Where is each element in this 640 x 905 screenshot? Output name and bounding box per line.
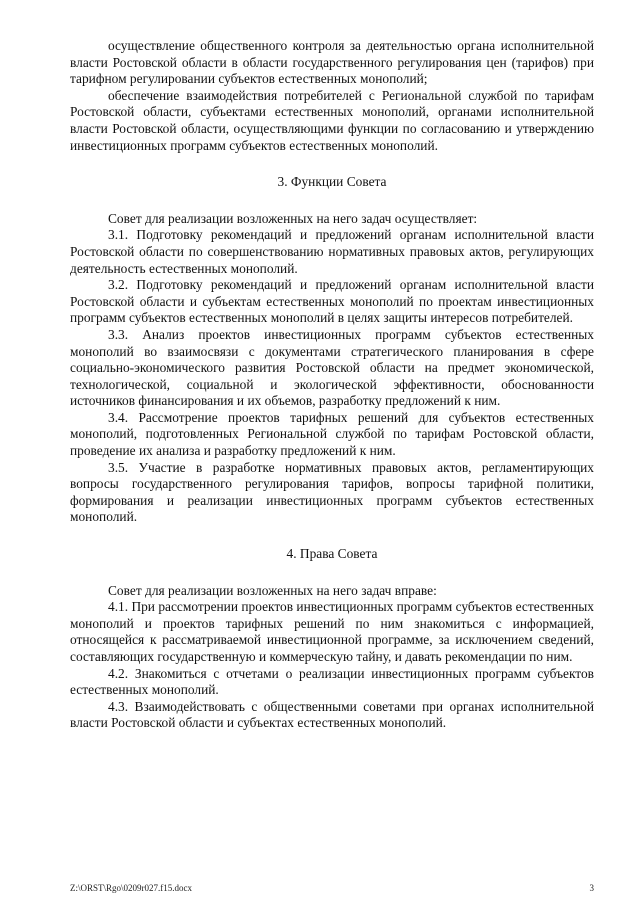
section-3-intro: Совет для реализации возложенных на него задач осуществляет:: [108, 210, 478, 226]
section-4-item-3: 4.3. Взаимодействовать с общественными советами при органах исполнительной власти Ростовской области и субъектах естественных монополий.: [70, 698, 594, 731]
section-4-item-1: 4.1. При рассмотрении проектов инвестиционных программ субъектов естественных монополий и проектов тарифных решений по ним знакомиться с информацией, относящейся к рассматриваемой инвестиционной программе, за исключением сведений, составляющих государственную и коммерческую тайну, и давать рекомендации по ним.: [70, 599, 594, 664]
section-gap: [70, 526, 594, 546]
page-number: 3: [589, 883, 594, 893]
section-gap: [70, 191, 594, 211]
document-page: [70, 38, 594, 732]
section-3-item-1: 3.1. Подготовку рекомендаций и предложений органам исполнительной власти Ростовской области по совершенствованию нормативных правовых актов, регулирующих деятельность естественных монополий.: [70, 227, 594, 276]
section-4-title: 4. Права Совета: [286, 546, 378, 562]
section-3-title: 3. Функции Совета: [277, 174, 387, 190]
section-4-intro: Совет для реализации возложенных на него задач вправе:: [108, 582, 437, 598]
section-gap: [70, 154, 594, 174]
section-3-item-3: 3.3. Анализ проектов инвестиционных программ субъектов естественных монополий во взаимосвязи с документами стратегического планирования в сфере социально-экономического развития Ростовской области на предмет экономической, технологической, социальной и экологической эффективности, обоснованности источников финансирования и их объемов, разработку предложений к ним.: [70, 326, 594, 409]
section-4-item-2: 4.2. Знакомиться с отчетами о реализации инвестиционных программ субъектов естественных монополий.: [70, 665, 594, 698]
paragraph-interaction: обеспечение взаимодействия потребителей с Региональной службой по тарифам Ростовской области, субъектами естественных монополий, органами исполнительной власти Ростовской области, осуществляющими функции по согласованию и утверждению инвестиционных программ субъектов естественных монополий.: [70, 87, 594, 153]
paragraph-public-control: осуществление общественного контроля за деятельностью органа исполнительной власти Ростовской области в области государственного регулирования цен (тарифов) при тарифном регулировании субъектов естественных монополий;: [70, 38, 594, 87]
file-path: Z:\ORST\Rgo\0209r027.f15.docx: [70, 883, 192, 893]
section-gap: [70, 563, 594, 583]
section-3-item-4: 3.4. Рассмотрение проектов тарифных решений для субъектов естественных монополий, подготовленных Региональной службой по тарифам Ростовской области, проведение их анализа и разработку предложений к ним.: [70, 409, 594, 459]
section-3-item-2: 3.2. Подготовку рекомендаций и предложений органам исполнительной власти Ростовской области и субъектам естественных монополий по проектам инвестиционных программ субъектов естественных монополий в целях защиты интересов потребителей.: [70, 277, 594, 326]
section-3-item-5: 3.5. Участие в разработке нормативных правовых актов, регламентирующих вопросы государственного регулирования тарифов, вопросы тарифной политики, формирования и реализации инвестиционных программ субъектов естественных монополий.: [70, 459, 594, 525]
